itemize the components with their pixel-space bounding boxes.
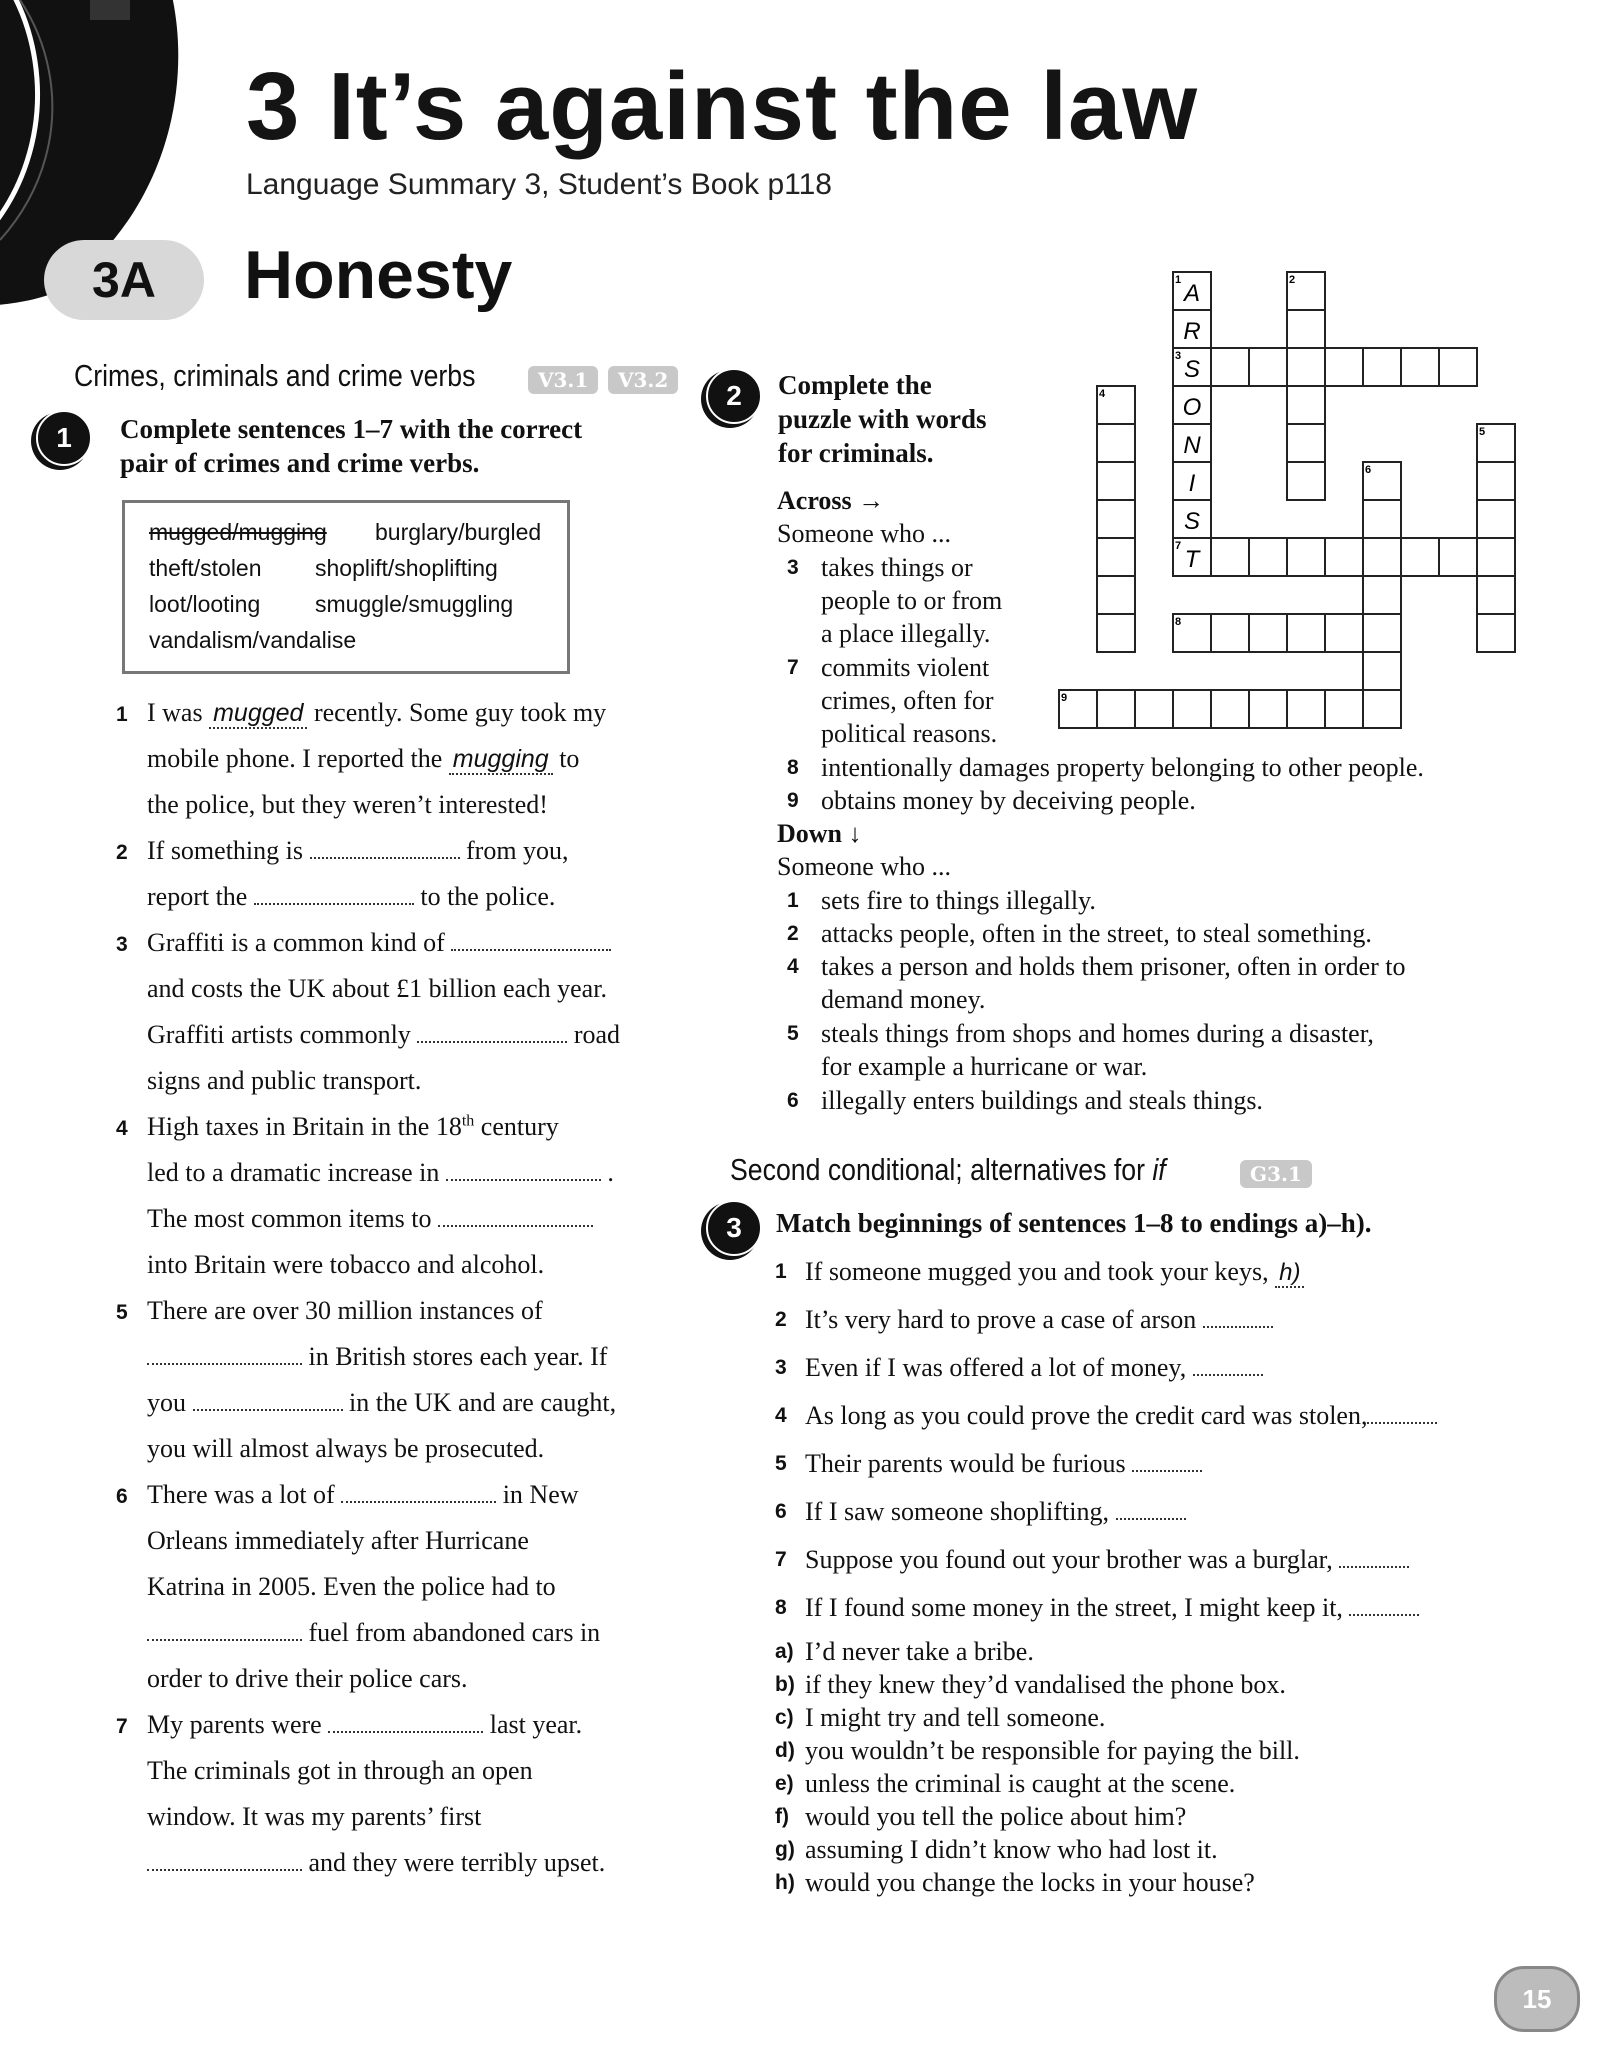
item-line (147, 882, 555, 912)
instruction-line: pair of crimes and crime verbs. (120, 448, 480, 478)
ending-letter: b) (775, 1673, 795, 1696)
unit-subtitle: Language Summary 3, Student’s Book p118 (246, 168, 832, 201)
item-text: Graffiti is a common kind of (147, 928, 452, 957)
crossword-cell[interactable] (1249, 614, 1287, 652)
crossword-cell[interactable] (1363, 576, 1401, 614)
instruction-line: for criminals. (778, 438, 934, 468)
crossword-cell[interactable] (1325, 690, 1363, 728)
item-line: you will almost always be prosecuted. (147, 1434, 545, 1463)
answer-field[interactable]: mugging (449, 745, 553, 775)
clue-text: illegally enters buildings and steals things. (821, 1086, 1263, 1115)
crossword-clue-number: 7 (1175, 540, 1182, 552)
crossword-cell[interactable] (1097, 462, 1135, 500)
crossword-cell[interactable] (1135, 690, 1173, 728)
clue-number: 8 (787, 756, 799, 779)
clue-text: sets fire to things illegally. (821, 886, 1096, 915)
item-text: report the (147, 882, 254, 911)
clue-text: crimes, often for (821, 686, 994, 715)
clue-number: 5 (787, 1022, 799, 1045)
answer-blank[interactable] (1367, 1402, 1437, 1424)
exercise-number-1: 1 (36, 410, 92, 466)
crossword-cell[interactable] (1287, 386, 1325, 424)
item-line: order to drive their police cars. (147, 1664, 468, 1693)
crossword-cell[interactable] (1249, 348, 1287, 386)
crossword-cell[interactable] (1401, 348, 1439, 386)
clue-text: commits violent (821, 653, 990, 682)
item-text: road (567, 1020, 621, 1049)
item-number: 5 (116, 1301, 128, 1324)
crossword-cell[interactable] (1401, 538, 1439, 576)
crossword-cell[interactable] (1477, 538, 1515, 576)
crossword-clue-number: 6 (1365, 464, 1372, 476)
clue-number: 3 (787, 556, 799, 579)
answer-blank[interactable] (1132, 1450, 1202, 1472)
crossword-clue-number: 9 (1061, 692, 1068, 704)
crossword-cell[interactable] (1287, 614, 1325, 652)
answer-field[interactable]: h) (1275, 1259, 1304, 1288)
item-line: into Britain were tobacco and alcohol. (147, 1250, 545, 1279)
clue-number: 7 (787, 656, 799, 679)
crossword-letter: I (1188, 470, 1196, 497)
item-line: Katrina in 2005. Even the police had to (147, 1572, 556, 1601)
beginning-text: As long as you could prove the credit card was stolen, (805, 1401, 1368, 1430)
beginning-item (805, 1399, 1437, 1432)
tag-g3-1[interactable]: G3.1 (1240, 1160, 1312, 1188)
clue-text: for example a hurricane or war. (821, 1052, 1148, 1081)
crossword-cell[interactable] (1287, 538, 1325, 576)
crossword-letter: T (1184, 546, 1200, 573)
beginning-item (805, 1255, 1304, 1289)
item-text: Graffiti artists commonly (147, 1020, 418, 1049)
item-text: The most common items to (147, 1204, 439, 1233)
ending-letter: h) (775, 1871, 795, 1894)
item-text: I was (147, 698, 210, 727)
ending-letter: c) (775, 1706, 794, 1729)
beginning-item (805, 1591, 1419, 1624)
clue-text: intentionally damages property belonging to other people. (821, 753, 1424, 782)
beginning-text: Suppose you found out your brother was a burglar, (805, 1545, 1340, 1574)
crossword-cell[interactable] (1097, 538, 1135, 576)
item-line: the police, but they weren’t interested! (147, 790, 548, 819)
answer-blank[interactable] (1339, 1546, 1409, 1568)
answer-blank[interactable] (1116, 1498, 1186, 1520)
item-line: The criminals got in through an open (147, 1756, 533, 1785)
crossword-cell[interactable] (1325, 614, 1363, 652)
clue-number: 9 (787, 789, 799, 812)
crossword-cell[interactable] (1173, 690, 1211, 728)
crossword-letter: N (1183, 432, 1201, 459)
crossword-cell[interactable] (1211, 690, 1249, 728)
superscript: th (461, 1112, 475, 1130)
item-number: 2 (116, 841, 128, 864)
item-line (147, 1388, 616, 1418)
ending-text: unless the criminal is caught at the scene. (805, 1769, 1236, 1798)
crossword-grid (0, 0, 1600, 760)
beginning-item (805, 1303, 1273, 1336)
beginning-number: 6 (775, 1500, 787, 1523)
section1-heading-text: Crimes, criminals and crime verbs (74, 358, 476, 393)
beginning-text: If I saw someone shoplifting, (805, 1497, 1116, 1526)
item-line: There are over 30 million instances of (147, 1296, 543, 1325)
answer-blank[interactable] (438, 1205, 593, 1227)
beginning-text: If someone mugged you and took your keys, (805, 1257, 1276, 1286)
answer-blank[interactable] (1203, 1306, 1273, 1328)
ending-letter: g) (775, 1838, 795, 1861)
answer-blank[interactable] (310, 837, 460, 859)
crossword-cell[interactable] (1097, 424, 1135, 462)
word-box-item: burglary/burgled (375, 519, 542, 545)
clue-lead: Someone who ... (777, 852, 952, 881)
crossword-cell[interactable] (1363, 500, 1401, 538)
item-number: 6 (116, 1485, 128, 1508)
ending-text: if they knew they’d vandalised the phone box. (805, 1670, 1286, 1699)
crossword-cell[interactable] (1211, 538, 1249, 576)
crossword-clue-number: 8 (1175, 616, 1182, 628)
clue-number: 4 (787, 955, 799, 978)
clue-number: 6 (787, 1089, 799, 1112)
answer-field[interactable]: mugged (209, 699, 307, 729)
answer-blank[interactable] (417, 1021, 567, 1043)
word-box-item: shoplift/shoplifting (315, 555, 498, 581)
clue-text: political reasons. (821, 719, 998, 748)
clue-text: steals things from shops and homes during a disaster, (821, 1019, 1374, 1048)
clue-text: people to or from (821, 586, 1003, 615)
crossword-letter: O (1182, 394, 1202, 421)
item-line (147, 1480, 579, 1510)
item-text: century (474, 1112, 559, 1141)
item-text: from you, (459, 836, 569, 865)
answer-blank[interactable] (254, 883, 414, 905)
page-number: 15 (1494, 1966, 1580, 2032)
exercise-number-3: 3 (706, 1200, 762, 1256)
section3-heading-if: if (1152, 1152, 1166, 1187)
instruction-line: Complete sentences 1–7 with the correct (120, 414, 583, 444)
ending-text: I’d never take a bribe. (805, 1637, 1034, 1666)
clue-text: takes a person and holds them prisoner, often in order to (821, 952, 1406, 981)
answer-blank[interactable] (341, 1481, 496, 1503)
crossword-letter: S (1183, 356, 1201, 383)
crossword-cell[interactable] (1097, 614, 1135, 652)
crossword-cell[interactable] (1477, 500, 1515, 538)
crossword-cell[interactable] (1325, 348, 1363, 386)
lesson-badge: 3A (44, 240, 204, 320)
item-line: Orleans immediately after Hurricane (147, 1526, 529, 1555)
crossword-cell[interactable] (1363, 614, 1401, 652)
item-text: in the UK and are caught, (342, 1388, 617, 1417)
word-box-item: loot/looting (149, 591, 261, 617)
down-label: Down ↓ (777, 819, 862, 848)
item-text: and they were terribly upset. (302, 1848, 606, 1877)
tag-v3-2[interactable]: V3.2 (608, 366, 678, 394)
item-text: you (147, 1388, 193, 1417)
ending-text: assuming I didn’t know who had lost it. (805, 1835, 1218, 1864)
clue-lead: Someone who ... (777, 519, 952, 548)
item-text: If something is (147, 836, 310, 865)
crossword-cell[interactable] (1363, 652, 1401, 690)
item-line (147, 836, 569, 866)
clue-text: obtains money by deceiving people. (821, 786, 1196, 815)
crossword-cell[interactable] (1097, 690, 1135, 728)
item-line (147, 928, 611, 958)
ending-text: I might try and tell someone. (805, 1703, 1106, 1732)
item-text: last year. (483, 1710, 583, 1739)
across-label: Across → (777, 486, 885, 515)
answer-blank[interactable] (451, 929, 611, 951)
ending-letter: d) (775, 1739, 795, 1762)
answer-blank[interactable] (1349, 1594, 1419, 1616)
section3-heading-text: Second conditional; alternatives for (730, 1152, 1153, 1187)
answer-blank[interactable] (147, 1619, 302, 1641)
exercise-number-2: 2 (706, 368, 762, 424)
beginning-text: Their parents would be furious (805, 1449, 1133, 1478)
crossword-cell[interactable] (1211, 348, 1249, 386)
crossword-cell[interactable] (1477, 576, 1515, 614)
ending-text: would you tell the police about him? (805, 1802, 1187, 1831)
crossword-cell[interactable] (1287, 424, 1325, 462)
section3-heading (730, 1152, 1166, 1188)
item-number: 4 (116, 1117, 128, 1140)
crossword-cell[interactable] (1363, 348, 1401, 386)
item-line (147, 1848, 605, 1878)
crossword-cell[interactable] (1363, 690, 1401, 728)
ending-letter: e) (775, 1772, 794, 1795)
item-text: in British stores each year. If (302, 1342, 608, 1371)
item-text: to the police. (413, 882, 556, 911)
lesson-title: Honesty (244, 237, 513, 313)
crossword-cell[interactable] (1287, 462, 1325, 500)
crossword-letter: R (1183, 318, 1201, 345)
beginning-item (805, 1447, 1202, 1480)
word-box-item: vandalism/vandalise (149, 627, 357, 653)
instruction-line: puzzle with words (778, 404, 987, 434)
beginning-number: 3 (775, 1356, 787, 1379)
unit-title: 3 It’s against the law (246, 53, 1199, 160)
crossword-clue-number: 5 (1479, 426, 1486, 438)
beginning-number: 5 (775, 1452, 787, 1475)
crossword-cell[interactable] (1287, 348, 1325, 386)
ending-text: you wouldn’t be responsible for paying the bill. (805, 1736, 1300, 1765)
beginning-text: If I found some money in the street, I might keep it, (805, 1593, 1350, 1622)
clue-text: attacks people, often in the street, to steal something. (821, 919, 1372, 948)
word-box-item: mugged/mugging (149, 519, 327, 545)
instruction-line: Complete the (778, 370, 932, 400)
answer-blank[interactable] (1193, 1354, 1263, 1376)
item-text: to (552, 744, 580, 773)
crossword-clue-number: 4 (1099, 388, 1106, 400)
item-line (147, 1618, 600, 1648)
item-number: 7 (116, 1715, 128, 1738)
answer-blank[interactable] (147, 1849, 302, 1871)
item-line (147, 1204, 593, 1234)
item-number: 1 (116, 703, 128, 726)
item-line: signs and public transport. (147, 1066, 422, 1095)
crossword-letter: S (1183, 508, 1201, 535)
tag-v3-1[interactable]: V3.1 (528, 366, 598, 394)
answer-blank[interactable] (147, 1343, 302, 1365)
crossword-clue-number: 3 (1175, 350, 1182, 362)
crossword-cell[interactable] (1477, 614, 1515, 652)
beginning-item (805, 1543, 1409, 1576)
crossword-clue-number: 2 (1289, 274, 1296, 286)
ending-letter: f) (775, 1805, 789, 1828)
answer-blank[interactable] (193, 1389, 343, 1411)
crossword-cell[interactable] (1097, 500, 1135, 538)
item-line (147, 1158, 614, 1188)
beginning-item (805, 1351, 1263, 1384)
exercise3-instruction: Match beginnings of sentences 1–8 to endings a)–h). (776, 1208, 1372, 1238)
crossword-cell[interactable] (1287, 690, 1325, 728)
beginning-text: It’s very hard to prove a case of arson (805, 1305, 1203, 1334)
item-line (147, 1020, 620, 1050)
answer-blank[interactable] (446, 1159, 601, 1181)
clue-text: takes things or (821, 553, 973, 582)
item-text: in New (496, 1480, 579, 1509)
item-line (147, 1112, 559, 1142)
item-text: mobile phone. I reported the (147, 744, 449, 773)
ending-letter: a) (775, 1640, 794, 1663)
item-text: My parents were (147, 1710, 329, 1739)
crossword-cell[interactable] (1249, 538, 1287, 576)
crossword-cell[interactable] (1477, 462, 1515, 500)
beginning-number: 2 (775, 1308, 787, 1331)
clue-number: 1 (787, 889, 799, 912)
ending-text: would you change the locks in your house? (805, 1868, 1255, 1897)
beginning-number: 4 (775, 1404, 787, 1427)
crossword-cell[interactable] (1287, 310, 1325, 348)
item-line (147, 1710, 582, 1740)
item-line: and costs the UK about £1 billion each year. (147, 974, 607, 1003)
item-text: fuel from abandoned cars in (302, 1618, 601, 1647)
beginning-number: 8 (775, 1596, 787, 1619)
crossword-cell[interactable] (1211, 614, 1249, 652)
crossword-cell[interactable] (1097, 576, 1135, 614)
crossword-cell[interactable] (1439, 538, 1477, 576)
item-line: window. It was my parents’ first (147, 1802, 482, 1831)
beginning-item (805, 1495, 1186, 1528)
crossword-cell[interactable] (1439, 348, 1477, 386)
word-box-item: theft/stolen (149, 555, 262, 581)
crossword-cell[interactable] (1325, 538, 1363, 576)
crossword-letter: A (1183, 280, 1201, 307)
crossword-cell[interactable] (1249, 690, 1287, 728)
item-text: High taxes in Britain in the 18 (147, 1112, 462, 1141)
crossword-cell[interactable] (1363, 538, 1401, 576)
item-text: recently. Some guy took my (307, 698, 607, 727)
beginning-number: 1 (775, 1260, 787, 1283)
clue-text: a place illegally. (821, 619, 991, 648)
item-line (147, 1342, 607, 1372)
item-text: There was a lot of (147, 1480, 342, 1509)
word-box-item: smuggle/smuggling (315, 591, 514, 617)
crossword-clue-number: 1 (1175, 274, 1182, 286)
clue-text: demand money. (821, 985, 986, 1014)
clue-number: 2 (787, 922, 799, 945)
beginning-text: Even if I was offered a lot of money, (805, 1353, 1193, 1382)
beginning-number: 7 (775, 1548, 787, 1571)
item-number: 3 (116, 933, 128, 956)
answer-blank[interactable] (328, 1711, 483, 1733)
item-text: . (600, 1158, 614, 1187)
item-text: led to a dramatic increase in (147, 1158, 446, 1187)
